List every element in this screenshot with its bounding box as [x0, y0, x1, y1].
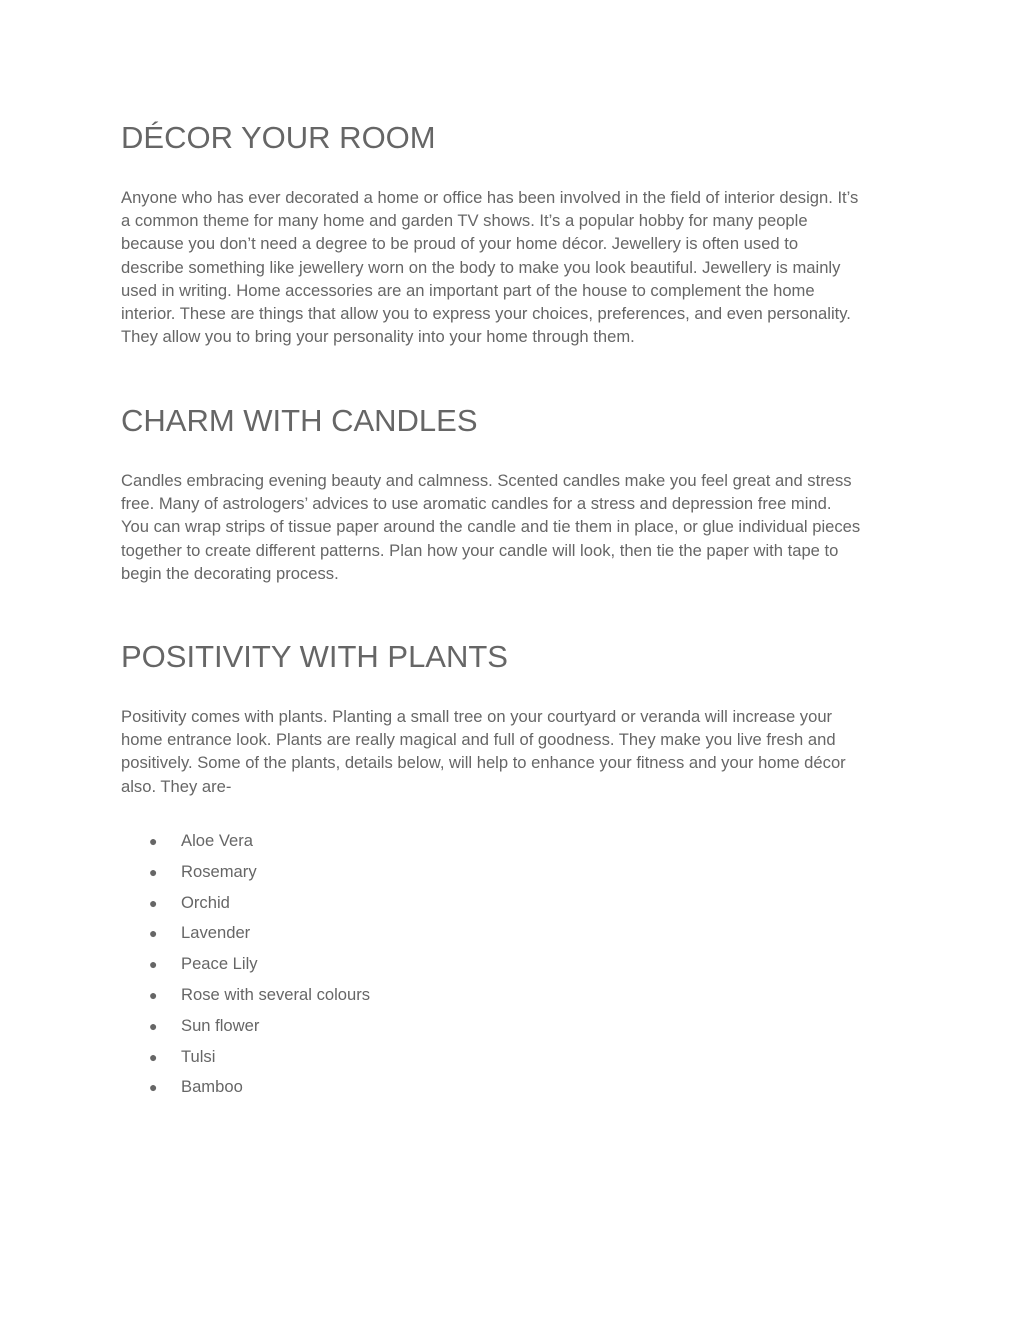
bullet-icon: ● [149, 1048, 158, 1065]
bullet-icon: ● [149, 925, 158, 942]
paragraph-line: Positivity comes with plants. Planting a small tree on your courtyard or veranda will increase your [121, 707, 833, 726]
paragraph-line: begin the decorating process. [121, 563, 339, 583]
paragraph-line: a common theme for many home and garden TV shows. It’s a popular hobby for many people [121, 211, 808, 231]
section-heading-candles: CHARM WITH CANDLES [121, 403, 478, 438]
list-item-label: Orchid [181, 892, 230, 912]
paragraph-line: They allow you to bring your personality into your home through them. [121, 327, 635, 347]
section-heading-decor: DÉCOR YOUR ROOM [121, 120, 436, 155]
paragraph-line: interior. These are things that allow you to express your choices, preferences, and even personality. [121, 304, 851, 324]
bullet-icon: ● [149, 986, 158, 1003]
paragraph-line: together to create different patterns. Plan how your candle will look, then tie the paper with tape to [121, 540, 839, 560]
section-heading-plants: POSITIVITY WITH PLANTS [121, 639, 508, 674]
paragraph-line: because you don’t need a degree to be proud of your home décor. Jewellery is often used to [121, 234, 799, 254]
paragraph-line: Candles embracing evening beauty and calmness. Scented candles make you feel great and stress [121, 471, 852, 490]
bullet-icon: ● [149, 1017, 158, 1034]
list-item-label: Rosemary [181, 861, 257, 881]
section-paragraph-candles [121, 469, 911, 585]
list-item-label: Aloe Vera [181, 831, 253, 850]
paragraph-line: describe something like jewellery worn on the body to make you look beautiful. Jewellery is mainly [121, 257, 841, 277]
list-item-label: Lavender [181, 923, 251, 943]
bullet-icon: ● [149, 863, 158, 880]
bullet-icon: ● [149, 833, 158, 849]
paragraph-line: also. They are- [121, 776, 232, 796]
list-item-label: Rose with several colours [181, 984, 371, 1004]
paragraph-line: free. Many of astrologers’ advices to use aromatic candles for a stress and depression free mind. [121, 494, 832, 514]
list-item-label: Tulsi [181, 1046, 216, 1066]
bullet-icon: ● [149, 1079, 158, 1096]
list-item-label: Peace Lily [181, 954, 258, 974]
section-paragraph-decor [121, 186, 911, 348]
section-paragraph-plants [121, 705, 911, 798]
list-item-label: Bamboo [181, 1077, 243, 1097]
paragraph-line: home entrance look. Plants are really magical and full of goodness. They make you live fresh and [121, 730, 836, 750]
paragraph-line: You can wrap strips of tissue paper around the candle and tie them in place, or glue individual pieces [121, 517, 861, 537]
list-item-label: Sun flower [181, 1015, 260, 1035]
paragraph-line: used in writing. Home accessories are an important part of the house to complement the home [121, 280, 815, 300]
bullet-icon: ● [149, 956, 158, 973]
paragraph-line: positively. Some of the plants, details below, will help to enhance your fitness and your home décor [121, 753, 846, 773]
bullet-icon: ● [149, 894, 158, 911]
paragraph-line: Anyone who has ever decorated a home or office has been involved in the field of interior design. It’s [121, 188, 859, 207]
